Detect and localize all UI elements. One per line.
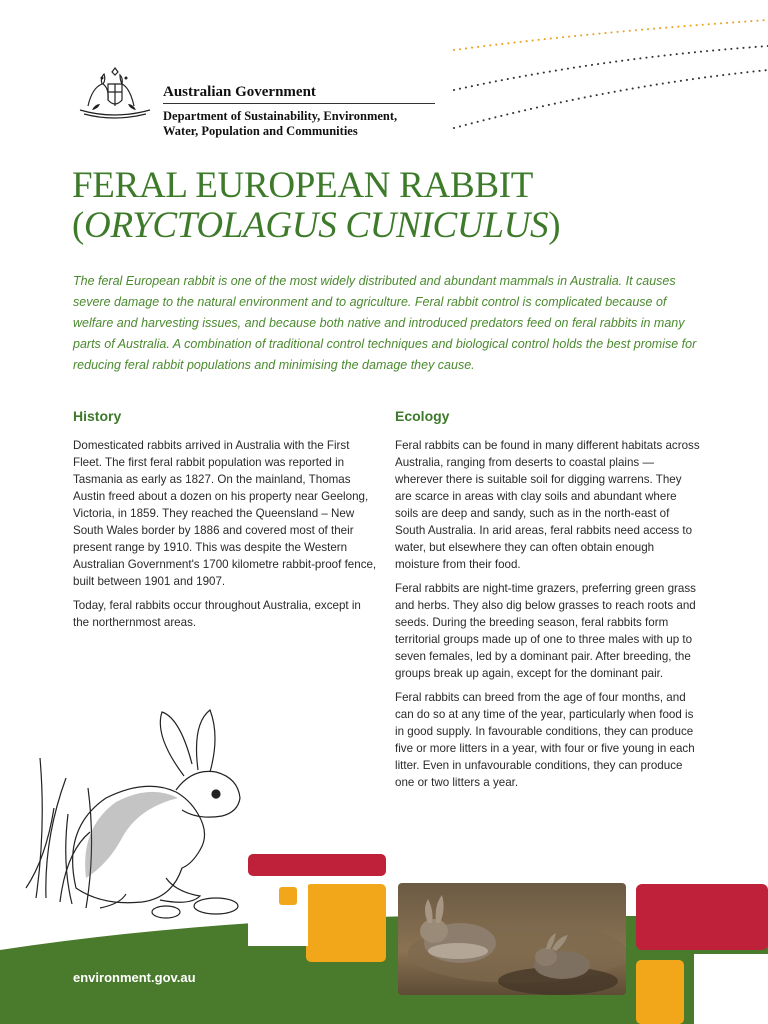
ecology-heading: Ecology: [395, 408, 450, 424]
rabbit-illustration: [16, 698, 256, 930]
title-line-1: FERAL EUROPEAN RABBIT: [72, 165, 534, 206]
scientific-name: ORYCTOLAGUS CUNICULUS: [84, 205, 549, 246]
title-paren-open: (: [72, 205, 85, 246]
title-paren-close: ): [548, 205, 561, 246]
rabbits-photo: [398, 883, 626, 995]
rabbits-photo-art: [398, 883, 626, 995]
government-header: [163, 84, 435, 139]
ecology-paragraph: Feral rabbits can breed from the age of four months, and can do so at any time of the year, particularly when food is in good supply. In favourable conditions, they can produce five or more litters in a year, with four or five young in each litter. Even in unfavourable conditions, they can produce one or two litters a year.: [395, 691, 695, 789]
decorative-dotted-lines: [440, 10, 768, 140]
department-line-1: Department of Sustainability, Environment,: [163, 109, 398, 123]
history-section: [73, 408, 378, 638]
government-name: Australian Government: [163, 84, 435, 104]
history-paragraph: Today, feral rabbits occur throughout Australia, except in the northernmost areas.: [73, 599, 361, 629]
history-heading: History: [73, 408, 122, 424]
ecology-paragraph: Feral rabbits are night-time grazers, preferring green grass and herbs. They also dig below grasses to reach roots and seeds. During the breeding season, feral rabbits form territorial groups made up of one to three males with up to seven females, led by a dominant pair. After breeding, the groups break up again, except for the dominant pair.: [395, 582, 696, 680]
ecology-section: [395, 408, 700, 798]
intro-paragraph: The feral European rabbit is one of the most widely distributed and abundant mammals in Australia. It causes severe damage to the natural environment and to agriculture. Feral rabbit control is complicated because of welfare and harvesting issues, and because both native and introduced predators feed on feral rabbits in many parts of Australia. A combination of traditional control techniques and biological control holds the best promise for reducing feral rabbit populations and minimising the damage they cause.: [73, 274, 697, 372]
coat-of-arms-logo: [72, 66, 156, 126]
footer-url[interactable]: environment.gov.au: [73, 970, 196, 985]
title-line-2: [72, 206, 712, 246]
department-name: [163, 109, 435, 139]
history-paragraph: Domesticated rabbits arrived in Australia with the First Fleet. The first feral rabbit population was reported in Tasmania as early as 1827. On the mainland, Thomas Austin freed about a dozen on his property near Geelong, Victoria, in 1859. They reached the Queensland – New South Wales border by 1886 and covered most of their present range by 1910. This was despite the Western Australian Government's 1700 kilometre rabbit-proof fence, built between 1901 and 1907.: [73, 439, 377, 588]
page-title: [72, 166, 712, 246]
department-line-2: Water, Population and Communities: [163, 124, 358, 138]
ecology-paragraph: Feral rabbits can be found in many different habitats across Australia, ranging from deserts to coastal plains — wherever there is suitable soil for digging warrens. They are scarce in areas with clay soils and abundant where soils are deep and sandy, such as in the north-east of South Australia. In arid areas, feral rabbits need access to water, but elsewhere they can often obtain enough moisture from their food.: [395, 439, 700, 571]
